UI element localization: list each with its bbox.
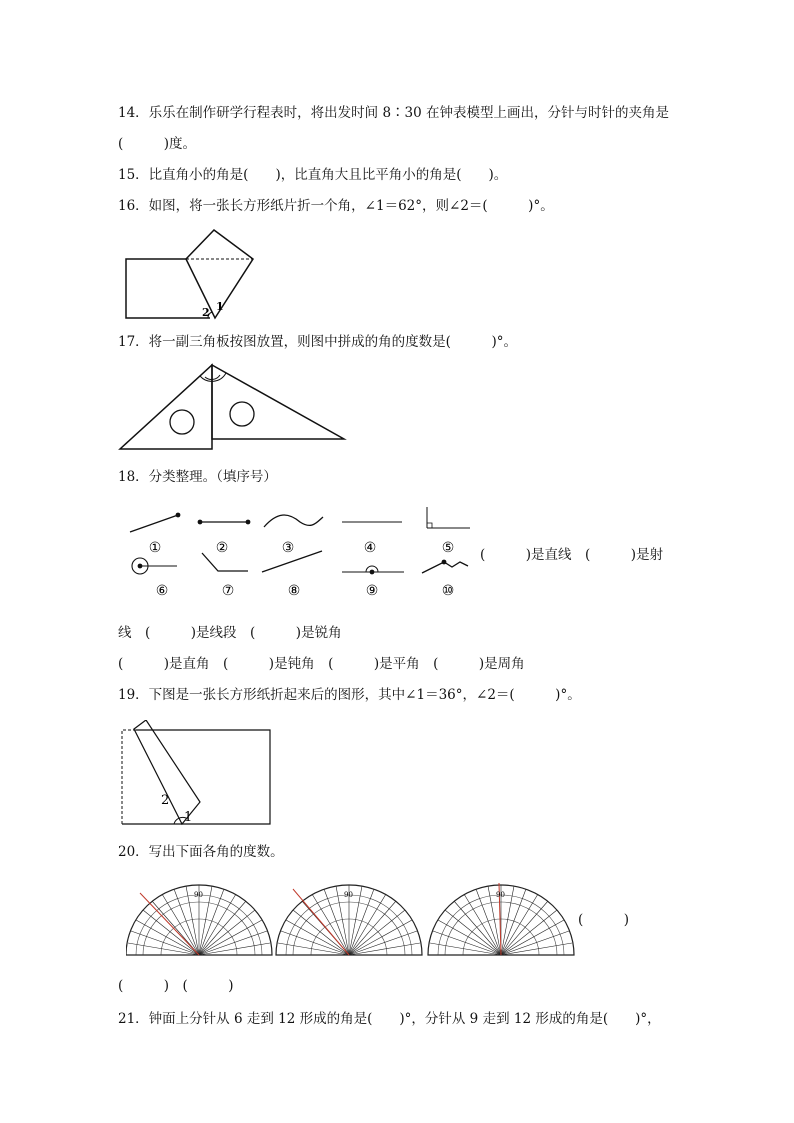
question-18-line3: ( )是直角 ( )是钝角 ( )是平角 ( )是周角 <box>118 656 525 672</box>
number-6: ⑥ <box>155 583 169 599</box>
protractor-1-90: 90 <box>194 891 203 899</box>
protractor-2-90: 90 <box>344 891 353 899</box>
question-18-line2: 线 ( )是线段 ( )是锐角 <box>118 625 342 641</box>
question-15: 15．比直角小的角是( )，比直角大且比平角小的角是( )。 <box>118 167 508 183</box>
angle-2-label: 2 <box>202 306 210 319</box>
number-3: ③ <box>281 540 295 556</box>
number-2: ② <box>215 540 229 556</box>
question-20-blank-right: ( ) <box>578 912 630 928</box>
angle-1-label: 1 <box>184 810 193 825</box>
question-14-line1: 14．乐乐在制作研学行程表时，将出发时间 8∶30 在钟表模型上画出，分针与时针的夹角是 <box>118 105 670 121</box>
triangle-rulers-figure-17 <box>118 360 348 452</box>
question-16: 16．如图，将一张长方形纸片折一个角，∠1＝62°，则∠2＝( )°。 <box>118 198 554 214</box>
question-20-blanks-bottom: ( ) ( ) <box>118 978 234 994</box>
number-7: ⑦ <box>221 583 235 599</box>
folded-paper-figure-16 <box>122 222 262 322</box>
question-20: 20．写出下面各角的度数。 <box>118 844 284 860</box>
question-21: 21．钟面上分针从 6 走到 12 形成的角是( )°，分针从 9 走到 12 形成的角是( )°， <box>118 1011 661 1027</box>
protractor-3-90: 90 <box>496 891 505 899</box>
question-17: 17．将一副三角板按图放置，则图中拼成的角的度数是( )°。 <box>118 334 517 350</box>
line-types-figure-18 <box>122 502 472 602</box>
protractors-figure-20 <box>126 883 580 959</box>
question-19: 19．下图是一张长方形纸折起来后的图形，其中∠1＝36°，∠2＝( )°。 <box>118 687 581 703</box>
number-1: ① <box>148 540 162 556</box>
question-18: 18．分类整理。（填序号） <box>118 469 277 485</box>
number-8: ⑧ <box>287 583 301 599</box>
number-10: ⑩ <box>441 583 455 599</box>
angle-2-label: 2 <box>161 793 170 808</box>
number-5: ⑤ <box>441 540 455 556</box>
folded-rectangle-figure-19 <box>118 720 274 828</box>
number-9: ⑨ <box>365 583 379 599</box>
question-14-line2: ( )度。 <box>118 136 197 152</box>
number-4: ④ <box>363 540 377 556</box>
question-18-blanks-right: ( )是直线 ( )是射 <box>480 547 664 563</box>
angle-1-label: 1 <box>216 300 224 313</box>
